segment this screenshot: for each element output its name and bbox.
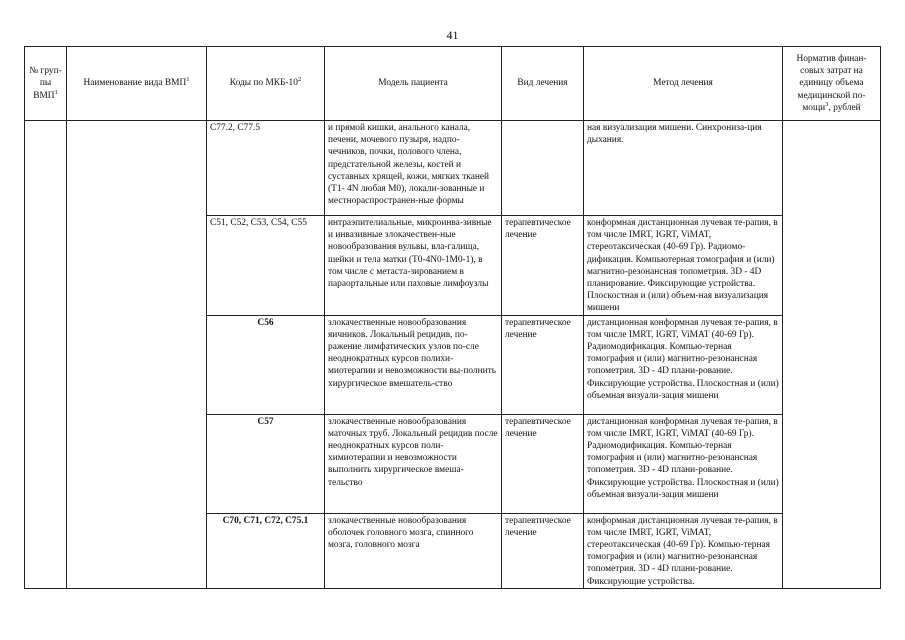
treatment-method-cell: дистанционная конформная лучевая те-рапия, в том числе IMRT, IGRT, ViMAT (40-69 Гр). Радиомодификация. Компью-терная томография и (или) магнитно-резонансная топометрия. 3D - 4D плани-рование. Фиксирующие устройства. Плоскостная и (или) объемная визуали-зация мишени [584,315,783,414]
vmp-name-cell [67,121,207,589]
icd-codes-cell: C57 [207,414,325,513]
treatment-type-cell [502,121,584,216]
patient-model-cell: злокачественные новообразования яичников. Локальный рецидив, по-ражение лимфатических узлов по-сле неоднократных курсов полихи-миотерапии и невозможности вы-полнить хирургическое вмешатель-ство [325,315,502,414]
page-number: 41 [446,28,459,42]
treatment-type-cell: терапевтическое лечение [502,513,584,588]
icd-codes-cell: C77.2, C77.5 [207,121,325,216]
icd-codes-cell: C70, C71, C72, C75.1 [207,513,325,588]
header-cost-standard: Норматив финан-совых затрат на единицу объема медицинской по-мощи$^3$, рублей [783,47,881,121]
header-row [25,47,881,121]
header-vmp-name: Наименование вида ВМП$^1$ [67,47,207,121]
header-patient-model: Модель пациента [325,47,502,121]
header-treatment-type: Вид лечения [502,47,584,121]
treatment-method-cell: конформная дистанционная лучевая те-рапия, в том числе IMRT, IGRT, ViMAT, стереотаксическая (40-69 Гр). Радиомо-дификация. Компьютерная томография и (или) магнитно-резонансная топометрия. 3D - 4D планирование. Фиксирующие устройства. Плоскостная и (или) объем-ная визуализация мишени [584,216,783,316]
table-row [25,121,881,216]
treatment-type-cell: терапевтическое лечение [502,216,584,316]
vmp-table [24,46,881,589]
treatment-method-cell: ная визуализация мишени. Синхрониза-ция дыхания. [584,121,783,216]
header-icd-codes: Коды по МКБ-$10^2$ [207,47,325,121]
patient-model-cell: злокачественные новообразования оболочек головного мозга, спинного мозга, головного мозга [325,513,502,588]
header-group-no: № груп-пы ВМП$^1$ [25,47,67,121]
patient-model-cell: и прямой кишки, анального канала, печени, мочевого пузыря, надпо-чечников, почки, полового члена, предстательной железы, костей и суставных хрящей, кожи, мягких тканей (T1- 4N любая M0), локали-зованные и местнораспространен-ные формы [325,121,502,216]
treatment-type-cell: терапевтическое лечение [502,414,584,513]
treatment-type-cell: терапевтическое лечение [502,315,584,414]
header-treatment-method: Метод лечения [584,47,783,121]
patient-model-cell: интраэпителиальные, микроинва-зивные и инвазивные злокачествен-ные новообразования вульвы, вла-галища, шейки и тела матки (T0-4N0-1M0-1), в том числе с метаста-зированием в параортальные или паховые лимфоузлы [325,216,502,316]
treatment-method-cell: конформная дистанционная лучевая те-рапия, в том числе IMRT, IGRT, ViMAT, стереотаксическая (40-69 Гр). Компью-терная томография и (или) магнитно-резонансная топометрия. 3D - 4D плани-рование. Фиксирующие устройства. [584,513,783,588]
cost-standard-cell [783,121,881,589]
treatment-method-cell: дистанционная конформная лучевая те-рапия, в том числе IMRT, IGRT, ViMAT (40-69 Гр). Радиомодификация. Компью-терная томография и (или) магнитно-резонансная топометрия. 3D - 4D плани-рование. Фиксирующие устройства. Плоскостная и (или) объемная визуали-зация мишени [584,414,783,513]
icd-codes-cell: C56 [207,315,325,414]
group-no-cell [25,121,67,589]
icd-codes-cell: C51, C52, C53, C54, C55 [207,216,325,316]
patient-model-cell: злокачественные новообразования маточных труб. Локальный рецидив после неоднократных курсов поли-химиотерапии и невозможности выполнить хирургическое вмеша-тельство [325,414,502,513]
